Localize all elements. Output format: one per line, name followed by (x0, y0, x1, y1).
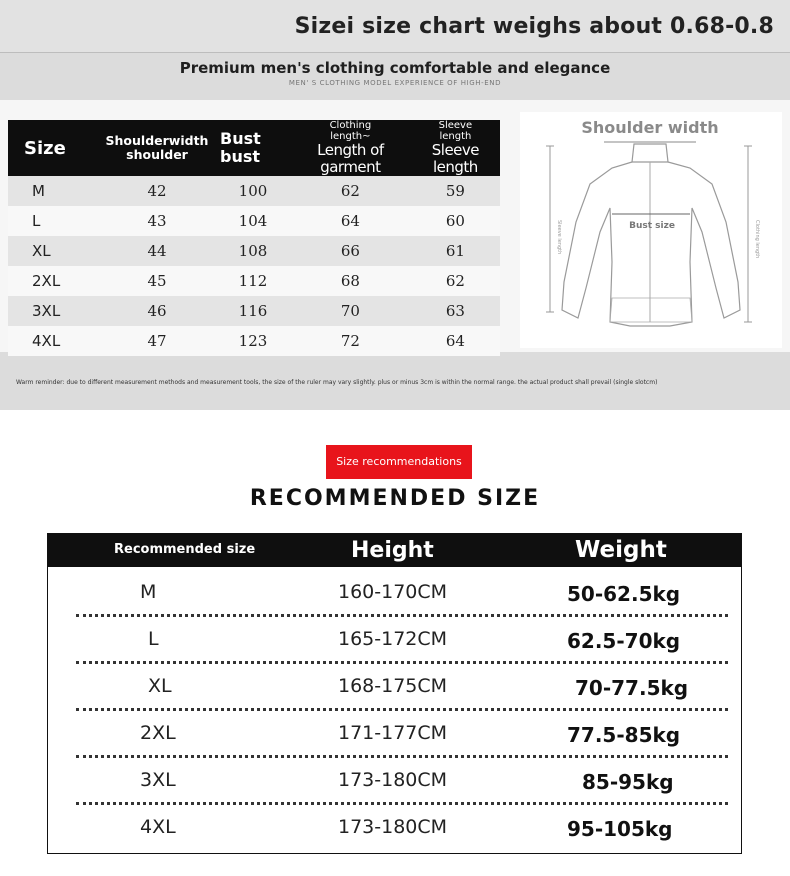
cell-size: M (8, 176, 98, 206)
cell-bust: 116 (216, 296, 290, 326)
rec-height: 171-177CM (338, 722, 448, 744)
rec-weight: 95-105kg (567, 817, 673, 841)
cell-bust: 104 (216, 206, 290, 236)
table-row (8, 236, 500, 266)
rec-height: 168-175CM (338, 675, 448, 697)
cell-shoulder: 46 (98, 296, 216, 326)
cell-bust: 112 (216, 266, 290, 296)
warm-reminder: Warm reminder: due to different measurement methods and measurement tools, the size of the ruler may vary slightly. plus or minus 3cm is within the normal range. the actual product shall prevail (single slotcm) (16, 379, 658, 386)
header-size: Size (8, 120, 98, 176)
rec-height: 173-180CM (338, 816, 448, 838)
cell-size: XL (8, 236, 98, 266)
cell-sleeve: 64 (411, 326, 500, 356)
cell-shoulder: 42 (98, 176, 216, 206)
rec-weight: 70-77.5kg (575, 676, 689, 700)
cell-length: 62 (290, 176, 411, 206)
cell-sleeve: 59 (411, 176, 500, 206)
table-row (8, 266, 500, 296)
cell-size: 4XL (8, 326, 98, 356)
cell-length: 66 (290, 236, 411, 266)
table-row (8, 296, 500, 326)
size-chart-header-row (8, 120, 500, 176)
cell-size: L (8, 206, 98, 236)
table-row (48, 569, 741, 616)
header-length-line1: Clothing (329, 120, 372, 131)
cell-length: 70 (290, 296, 411, 326)
cell-bust: 108 (216, 236, 290, 266)
table-row (48, 804, 741, 851)
subtitle: Premium men's clothing comfortable and elegance (179, 59, 611, 77)
header-sleeve (411, 120, 500, 176)
header-shoulder (98, 120, 216, 176)
cell-sleeve: 60 (411, 206, 500, 236)
recommended-size-title: RECOMMENDED SIZE (249, 486, 541, 511)
header-length-line2: length~ (330, 131, 371, 142)
header-sleeve-line3: Sleeve length (431, 141, 480, 176)
header-height: Height (351, 538, 434, 563)
header-sleeve-line1: Sleeve (438, 120, 473, 131)
table-row (48, 757, 741, 804)
jacket-measurement-diagram (520, 112, 782, 348)
table-row (48, 710, 741, 757)
tagline: MEN' S CLOTHING MODEL EXPERIENCE OF HIGH-END (288, 79, 502, 87)
sleeve-length-label: Sleeve length (556, 220, 562, 255)
header-sleeve-line2: length (439, 131, 472, 142)
rec-size: M (140, 581, 157, 603)
table-row (8, 176, 500, 206)
rec-weight: 50-62.5kg (567, 582, 681, 606)
rec-size: 4XL (140, 816, 176, 838)
header-weight: Weight (575, 537, 667, 563)
cell-shoulder: 45 (98, 266, 216, 296)
header-shoulder-line2: shoulder (126, 147, 188, 162)
cell-sleeve: 62 (411, 266, 500, 296)
rec-weight: 62.5-70kg (567, 629, 681, 653)
table-row (8, 326, 500, 356)
rec-height: 160-170CM (338, 581, 448, 603)
header-bust-line1: Bust (220, 129, 261, 148)
header-bust-line2: bust (220, 147, 261, 166)
cell-size: 2XL (8, 266, 98, 296)
rec-size: 3XL (140, 769, 176, 791)
cell-bust: 100 (216, 176, 290, 206)
table-row (48, 616, 741, 663)
header-bust (216, 120, 290, 176)
rec-height: 173-180CM (338, 769, 448, 791)
jacket-outline-icon (520, 112, 782, 348)
size-chart-table (8, 120, 500, 356)
header-length-line3: Length of garment (317, 141, 384, 176)
cell-shoulder: 47 (98, 326, 216, 356)
shoulder-width-label: Shoulder width (581, 118, 719, 137)
rec-weight: 85-95kg (582, 770, 674, 794)
header-length (290, 120, 411, 176)
rec-weight: 77.5-85kg (567, 723, 681, 747)
cell-shoulder: 44 (98, 236, 216, 266)
recommendation-header-row (48, 534, 741, 567)
page-title: Sizei size chart weighs about 0.68-0.8 (294, 14, 774, 39)
bust-size-label: Bust size (629, 221, 675, 231)
header-shoulder-line1: Shoulderwidth (105, 133, 209, 148)
table-row (8, 206, 500, 236)
size-recommendations-badge: Size recommendations (326, 445, 472, 479)
clothing-length-label: Clothing length (754, 220, 760, 259)
rec-size: 2XL (140, 722, 176, 744)
title-strip (0, 0, 790, 53)
cell-length: 64 (290, 206, 411, 236)
cell-length: 68 (290, 266, 411, 296)
cell-sleeve: 61 (411, 236, 500, 266)
cell-size: 3XL (8, 296, 98, 326)
recommendation-table (47, 533, 742, 854)
cell-sleeve: 63 (411, 296, 500, 326)
cell-shoulder: 43 (98, 206, 216, 236)
rec-size: XL (148, 675, 172, 697)
header-recommended-size: Recommended size (114, 542, 256, 557)
rec-size: L (148, 628, 159, 650)
cell-length: 72 (290, 326, 411, 356)
cell-bust: 123 (216, 326, 290, 356)
table-row (48, 663, 741, 710)
rec-height: 165-172CM (338, 628, 448, 650)
